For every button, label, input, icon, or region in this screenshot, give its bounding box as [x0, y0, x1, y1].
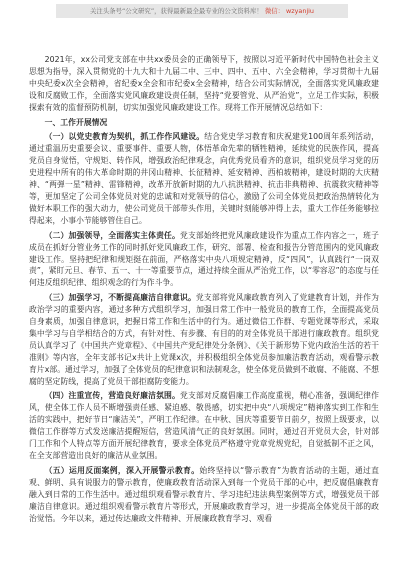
intro-paragraph	[29, 54, 379, 114]
body-paragraph-4	[29, 390, 379, 461]
body-paragraph-3	[29, 292, 379, 387]
body-paragraph-1	[29, 131, 379, 226]
paragraph-text: 2021年，xx公司党支部在中共xx委员会的正确领导下，按照以习近平新时代中国特色社会主义思想为指导，深入贯彻党的十九大和十九届二中、三中、四中、五中、六全会精神，学习贯彻十九届中央纪委x次全会精神，省纪委x全会和市纪委x全会精神，结合公司实际情况，全面落实党风廉政建设和反腐败工作，全面落实党风廉政建设责任制，坚持“党要管党、从严治党”，立足工作实际，积极探索有效的监督预防机制，切实加强党风廉政建设工作。现将工作开展情况总结如下：	[29, 55, 379, 112]
section-heading	[29, 117, 379, 129]
paragraph-heading: （三）加强学习，不断提高廉洁自律意识。	[44, 293, 196, 303]
paragraph-heading: （五）运用反面案例，深入开展警示教育。	[44, 465, 200, 475]
banner-wechat-id: wzyanjiu	[286, 7, 314, 15]
paragraph-text: 党支部将党风廉政教育列入了党建教育计划，并作为政治学习的重要内容，通过多种方式组织学习，加强日常工作中一般党员的教育工作，全面提高党员自身素质，加强自律意识，把握日常工作和生活中的行为。通过微信工作群、专题党课等形式，采取集中学习与自学相结合的方式，有针对性、有步骤、有目的的对全体党员干部进行廉政教育。组织党员认真学习了《中国共产党章程》、《中国共产党纪律处分条例》、《关于新形势下党内政治生活的若干准则》等内容，全年支部书记x共计上党课x次，并积极组织全体党员参加廉洁教育活动，观看警示教育片x部。通过学习，加强了全体党员的纪律意识和法制观念，使全体党员做到不敢腐、不能腐、不想腐的坚定防线，提高了党员干部拒腐防变能力。	[29, 293, 379, 386]
document-body	[29, 54, 379, 527]
body-paragraph-2	[29, 230, 379, 290]
paragraph-text: 党支部对反腐倡廉工作高度重视，精心准备，强调纪律作风，使全体工作人员不断增强责任感、紧迫感、敬畏感，切实把中央“八项规定”精神落实到工作和生活的实践中，把好节日“廉洁关”，严明工作纪律。在中秋、国庆等重要节日前夕，按照上级要求，以微信工作群等方式发送廉洁提醒短信，营造风清气正的良好氛围。同时，通过召开党员大会，针对部门工作和个人特点等方面开展纪律教育，要求全体党员严格遵守党章党规党纪，自觉抵制不正之风，在全支部营造出良好的廉洁从业氛围。	[29, 391, 379, 460]
paragraph-heading: （二）加强领导，全面落实主体责任。	[44, 230, 180, 240]
paragraph-text: 结合党史学习教育和庆祝建党100周年系列活动，通过重温历史重要会议、重要事件、重要人物，体悟革命先辈的牺牲精神，延续党的民族作风，提高党员自身觉悟，守规矩、转作风，增强政治纪律观念，向优秀党员看齐的意识，组织党员学习党的历史进程中所有的伟大革命时期的井冈山精神、长征精神、延安精神、西柏坡精神，建设时期的大庆精神、“两弹一星”精神、雷锋精神，改革开放新时期的九八抗洪精神、抗击非典精神、抗震救灾精神等等，更加坚定了公司全体党员对党的忠诚和对党领导的信心，激励了公司全体党员把政治热情转化为做好本职工作的强大动力，使公司党员干部带头作用，关键时刻能够冲得上去，重大工作任务能够拉得起来，小事小节能够管住自己。	[29, 132, 379, 225]
paragraph-text: 始终坚持以“警示教育”为教育活动的主题，通过直观、鲜明、具有说服力的警示教育，使廉政教育活动深入到每一个党员干部的心中，把反腐倡廉教育融入到日常的工作生活中。通过组织观看警示教育片、学习违纪违法典型案例等方式，增强党员干部廉洁自律意识。通过组织观看警示教育片等形式，开展廉政教育学习，进一步提高全体党员干部的政治觉悟。今年以来，通过传达廉政文件精神、开展廉政教育学习、观看	[29, 465, 379, 523]
paragraph-heading: （四）注重宣传，营造良好廉洁氛围。	[44, 391, 180, 401]
section-heading-text: 一、工作开展情况	[44, 117, 108, 127]
banner-text: 关注头条号“公文研究”，获得最新最全最专业的公文资料库！	[90, 7, 263, 15]
body-paragraph-5	[29, 465, 379, 525]
paragraph-text: 党支部始终把党风廉政建设作为重点工作内容之一，班子成员在抓好分管业务工作的同时抓好党风廉政工作，研究、部署、检查和报告分管范围内的党风廉政建设工作。坚持把纪律和规矩挺在前面，严格落实中央八项规定精神，反“四风”，认真践行“一岗双责”，紧盯元旦、春节、五一、十一等重要节点，通过持续全面从严治党工作，以“零容忍”的态度与任何违反组织纪律、组织观念的行为作斗争。	[29, 230, 379, 288]
header-banner	[56, 4, 348, 18]
paragraph-heading: （一）以党史教育为契机，抓工作作风建设。	[44, 132, 205, 142]
banner-wechat-label: 微信：	[264, 7, 284, 15]
